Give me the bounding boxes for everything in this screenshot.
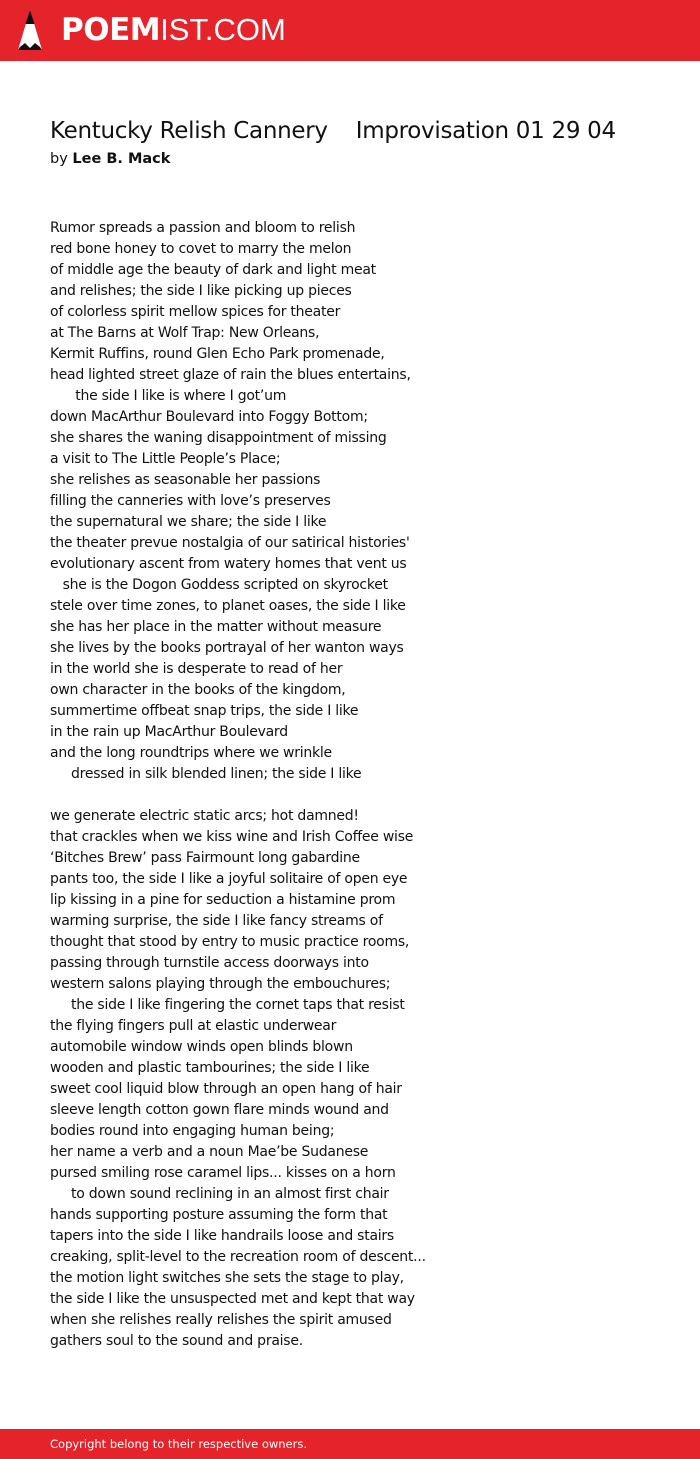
copyright-notice: Copyright belong to their respective owners. — [50, 1437, 308, 1451]
poem-line: head lighted street glaze of rain the blues entertains, — [50, 367, 411, 383]
poem-line: the supernatural we share; the side I like — [50, 514, 327, 530]
poem-line: the side I like the unsuspected met and kept that way — [50, 1291, 415, 1307]
by-prefix: by — [50, 151, 68, 167]
byline — [50, 148, 170, 170]
poem-line: wooden and plastic tambourines; the side I like — [50, 1060, 370, 1076]
poem-line: tapers into the side I like handrails loose and stairs — [50, 1228, 394, 1244]
poem-line — [50, 785, 670, 806]
site-logo[interactable] — [61, 10, 286, 50]
poem-line: gathers soul to the sound and praise. — [50, 1333, 303, 1349]
poem-line: western salons playing through the embouchures; — [50, 976, 391, 992]
poem-line: in the rain up MacArthur Boulevard — [50, 724, 288, 740]
poem-line: at The Barns at Wolf Trap: New Orleans, — [50, 325, 320, 341]
poem-line: summertime offbeat snap trips, the side I like — [50, 703, 359, 719]
poem-line: to down sound reclining in an almost first chair — [50, 1186, 389, 1202]
poem-line: pants too, the side I like a joyful solitaire of open eye — [50, 871, 408, 887]
poem-line: ‘Bitches Brew’ pass Fairmount long gabardine — [50, 850, 360, 866]
poem-line: and relishes; the side I like picking up pieces — [50, 283, 352, 299]
poem-line: stele over time zones, to planet oases, the side I like — [50, 598, 406, 614]
poem-line: automobile window winds open blinds blown — [50, 1039, 353, 1055]
poem-line: red bone honey to covet to marry the melon — [50, 241, 352, 257]
poem-line: filling the canneries with love’s preserves — [50, 493, 331, 509]
poem-line: of middle age the beauty of dark and light meat — [50, 262, 376, 278]
poem-body — [50, 218, 670, 1352]
poem-line: of colorless spirit mellow spices for theater — [50, 304, 341, 320]
site-header — [0, 0, 700, 61]
poem-line: when she relishes really relishes the spirit amused — [50, 1312, 392, 1328]
poem-line: the theater prevue nostalgia of our satirical histories' — [50, 535, 410, 551]
poem-line: thought that stood by entry to music practice rooms, — [50, 934, 410, 950]
poem-line: Kermit Ruffins, round Glen Echo Park promenade, — [50, 346, 385, 362]
poem-line: she has her place in the matter without measure — [50, 619, 382, 635]
poem-line: sleeve length cotton gown flare minds wound and — [50, 1102, 389, 1118]
poem-line: Rumor spreads a passion and bloom to relish — [50, 220, 356, 236]
poem-line: sweet cool liquid blow through an open hang of hair — [50, 1081, 402, 1097]
poem-line: bodies round into engaging human being; — [50, 1123, 335, 1139]
poem-line: that crackles when we kiss wine and Irish Coffee wise — [50, 829, 414, 845]
poem-title: Kentucky Relish Cannery Improvisation 01 29 04 — [50, 118, 616, 144]
logo-text-light: IST.COM — [160, 12, 286, 47]
poem-line: and the long roundtrips where we wrinkle — [50, 745, 332, 761]
poem-line: pursed smiling rose caramel lips... kisses on a horn — [50, 1165, 396, 1181]
poem-line: she is the Dogon Goddess scripted on skyrocket — [50, 577, 388, 593]
logo-text-bold: POEM — [61, 12, 161, 48]
poem-line: passing through turnstile access doorways into — [50, 955, 369, 971]
poem-line: the side I like is where I got’um — [50, 388, 287, 404]
poem-line: a visit to The Little People’s Place; — [50, 451, 281, 467]
poem-line: own character in the books of the kingdom, — [50, 682, 346, 698]
poem-line: creaking, split-level to the recreation room of descent... — [50, 1249, 426, 1265]
poem-line: the motion light switches she sets the stage to play, — [50, 1270, 404, 1286]
poem-line: hands supporting posture assuming the form that — [50, 1207, 388, 1223]
site-footer — [0, 1429, 700, 1459]
poem-line: dressed in silk blended linen; the side I like — [50, 766, 362, 782]
poem-line: lip kissing in a pine for seduction a histamine prom — [50, 892, 396, 908]
poem-line: down MacArthur Boulevard into Foggy Bottom; — [50, 409, 368, 425]
poem-line: in the world she is desperate to read of her — [50, 661, 343, 677]
poem-line: we generate electric static arcs; hot damned! — [50, 808, 359, 824]
poem-line: the flying fingers pull at elastic underwear — [50, 1018, 337, 1034]
poem-line: she relishes as seasonable her passions — [50, 472, 321, 488]
author-name[interactable]: Lee B. Mack — [72, 151, 171, 167]
poem-line: warming surprise, the side I like fancy streams of — [50, 913, 383, 929]
poem-line: her name a verb and a noun Mae’be Sudanese — [50, 1144, 369, 1160]
poem-line: evolutionary ascent from watery homes that vent us — [50, 556, 407, 572]
poem-line: she lives by the books portrayal of her wanton ways — [50, 640, 404, 656]
poem-line: the side I like fingering the cornet taps that resist — [50, 997, 405, 1013]
pencil-tip-icon[interactable] — [17, 9, 43, 51]
poem-line: she shares the waning disappointment of missing — [50, 430, 387, 446]
